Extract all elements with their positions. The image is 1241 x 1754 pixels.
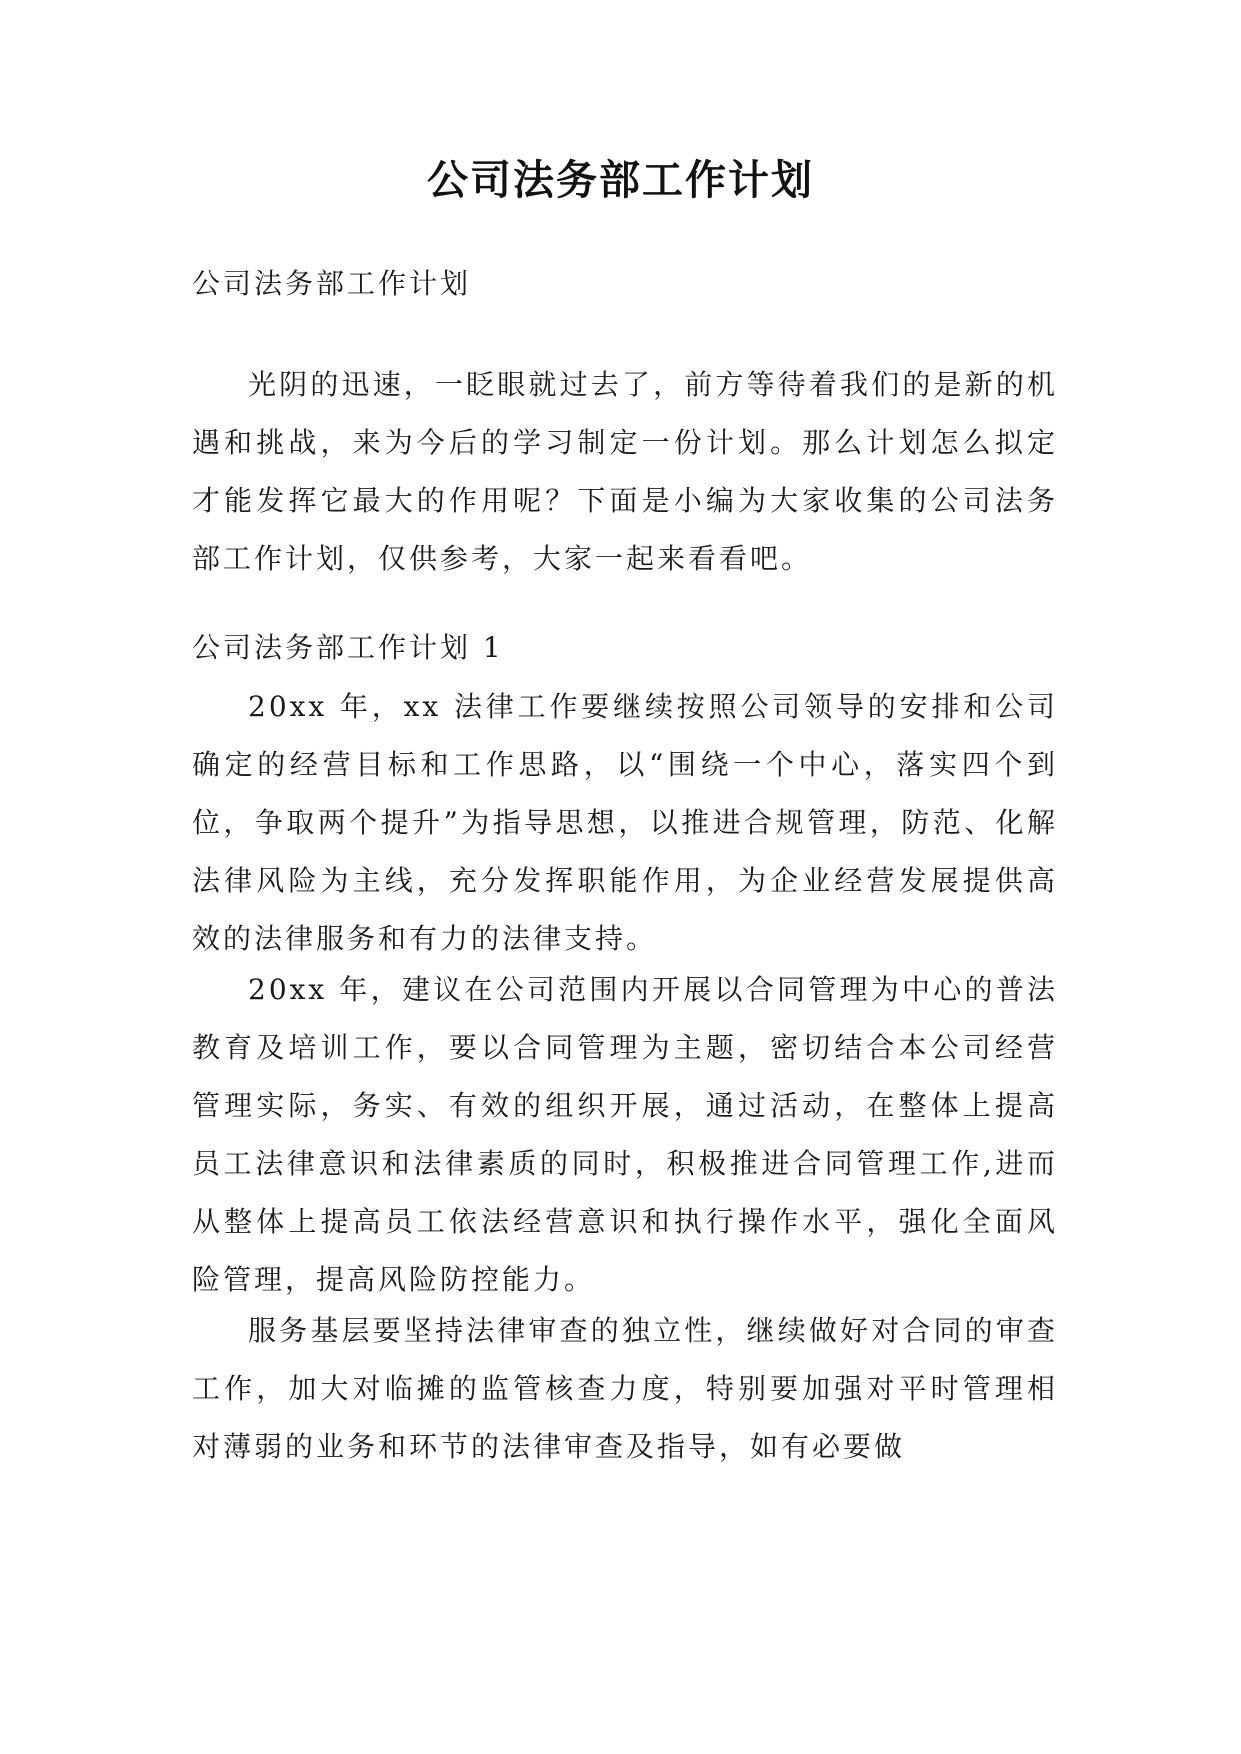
- body-paragraph-2: 20xx 年，建议在公司范围内开展以合同管理为中心的普法教育及培训工作，要以合同管理为主题，密切结合本公司经营管理实际，务实、有效的组织开展，通过活动，在整体上提高员工法律意识和法律素质的同时，积极推进合同管理工作,进而从整体上提高员工依法经营意识和执行操作水平，强化全面风险管理，提高风险防控能力。: [192, 973, 1058, 1296]
- body-paragraph-3: 服务基层要坚持法律审查的独立性，继续做好对合同的审查工作，加大对临摊的监管核查力度，特别要加强对平时管理相对薄弱的业务和环节的法律审查及指导，如有必要做: [192, 1314, 1058, 1463]
- intro-paragraph: 光阴的迅速，一眨眼就过去了，前方等待着我们的是新的机遇和挑战，来为今后的学习制定一份计划。那么计划怎么拟定才能发挥它最大的作用呢？下面是小编为大家收集的公司法务部工作计划，仅供参考，大家一起来看看吧。: [192, 368, 1058, 575]
- document-subtitle: 公司法务部工作计划: [192, 267, 472, 300]
- document-title: 公司法务部工作计划: [427, 156, 814, 204]
- section-heading-1: 公司法务部工作计划 1: [192, 631, 504, 664]
- body-paragraph-1: 20xx 年，xx 法律工作要继续按照公司领导的安排和公司确定的经营目标和工作思路，以“围绕一个中心，落实四个到位，争取两个提升”为指导思想，以推进合规管理，防范、化解法律风险为主线，充分发挥职能作用，为企业经营发展提供高效的法律服务和有力的法律支持。: [192, 690, 1058, 955]
